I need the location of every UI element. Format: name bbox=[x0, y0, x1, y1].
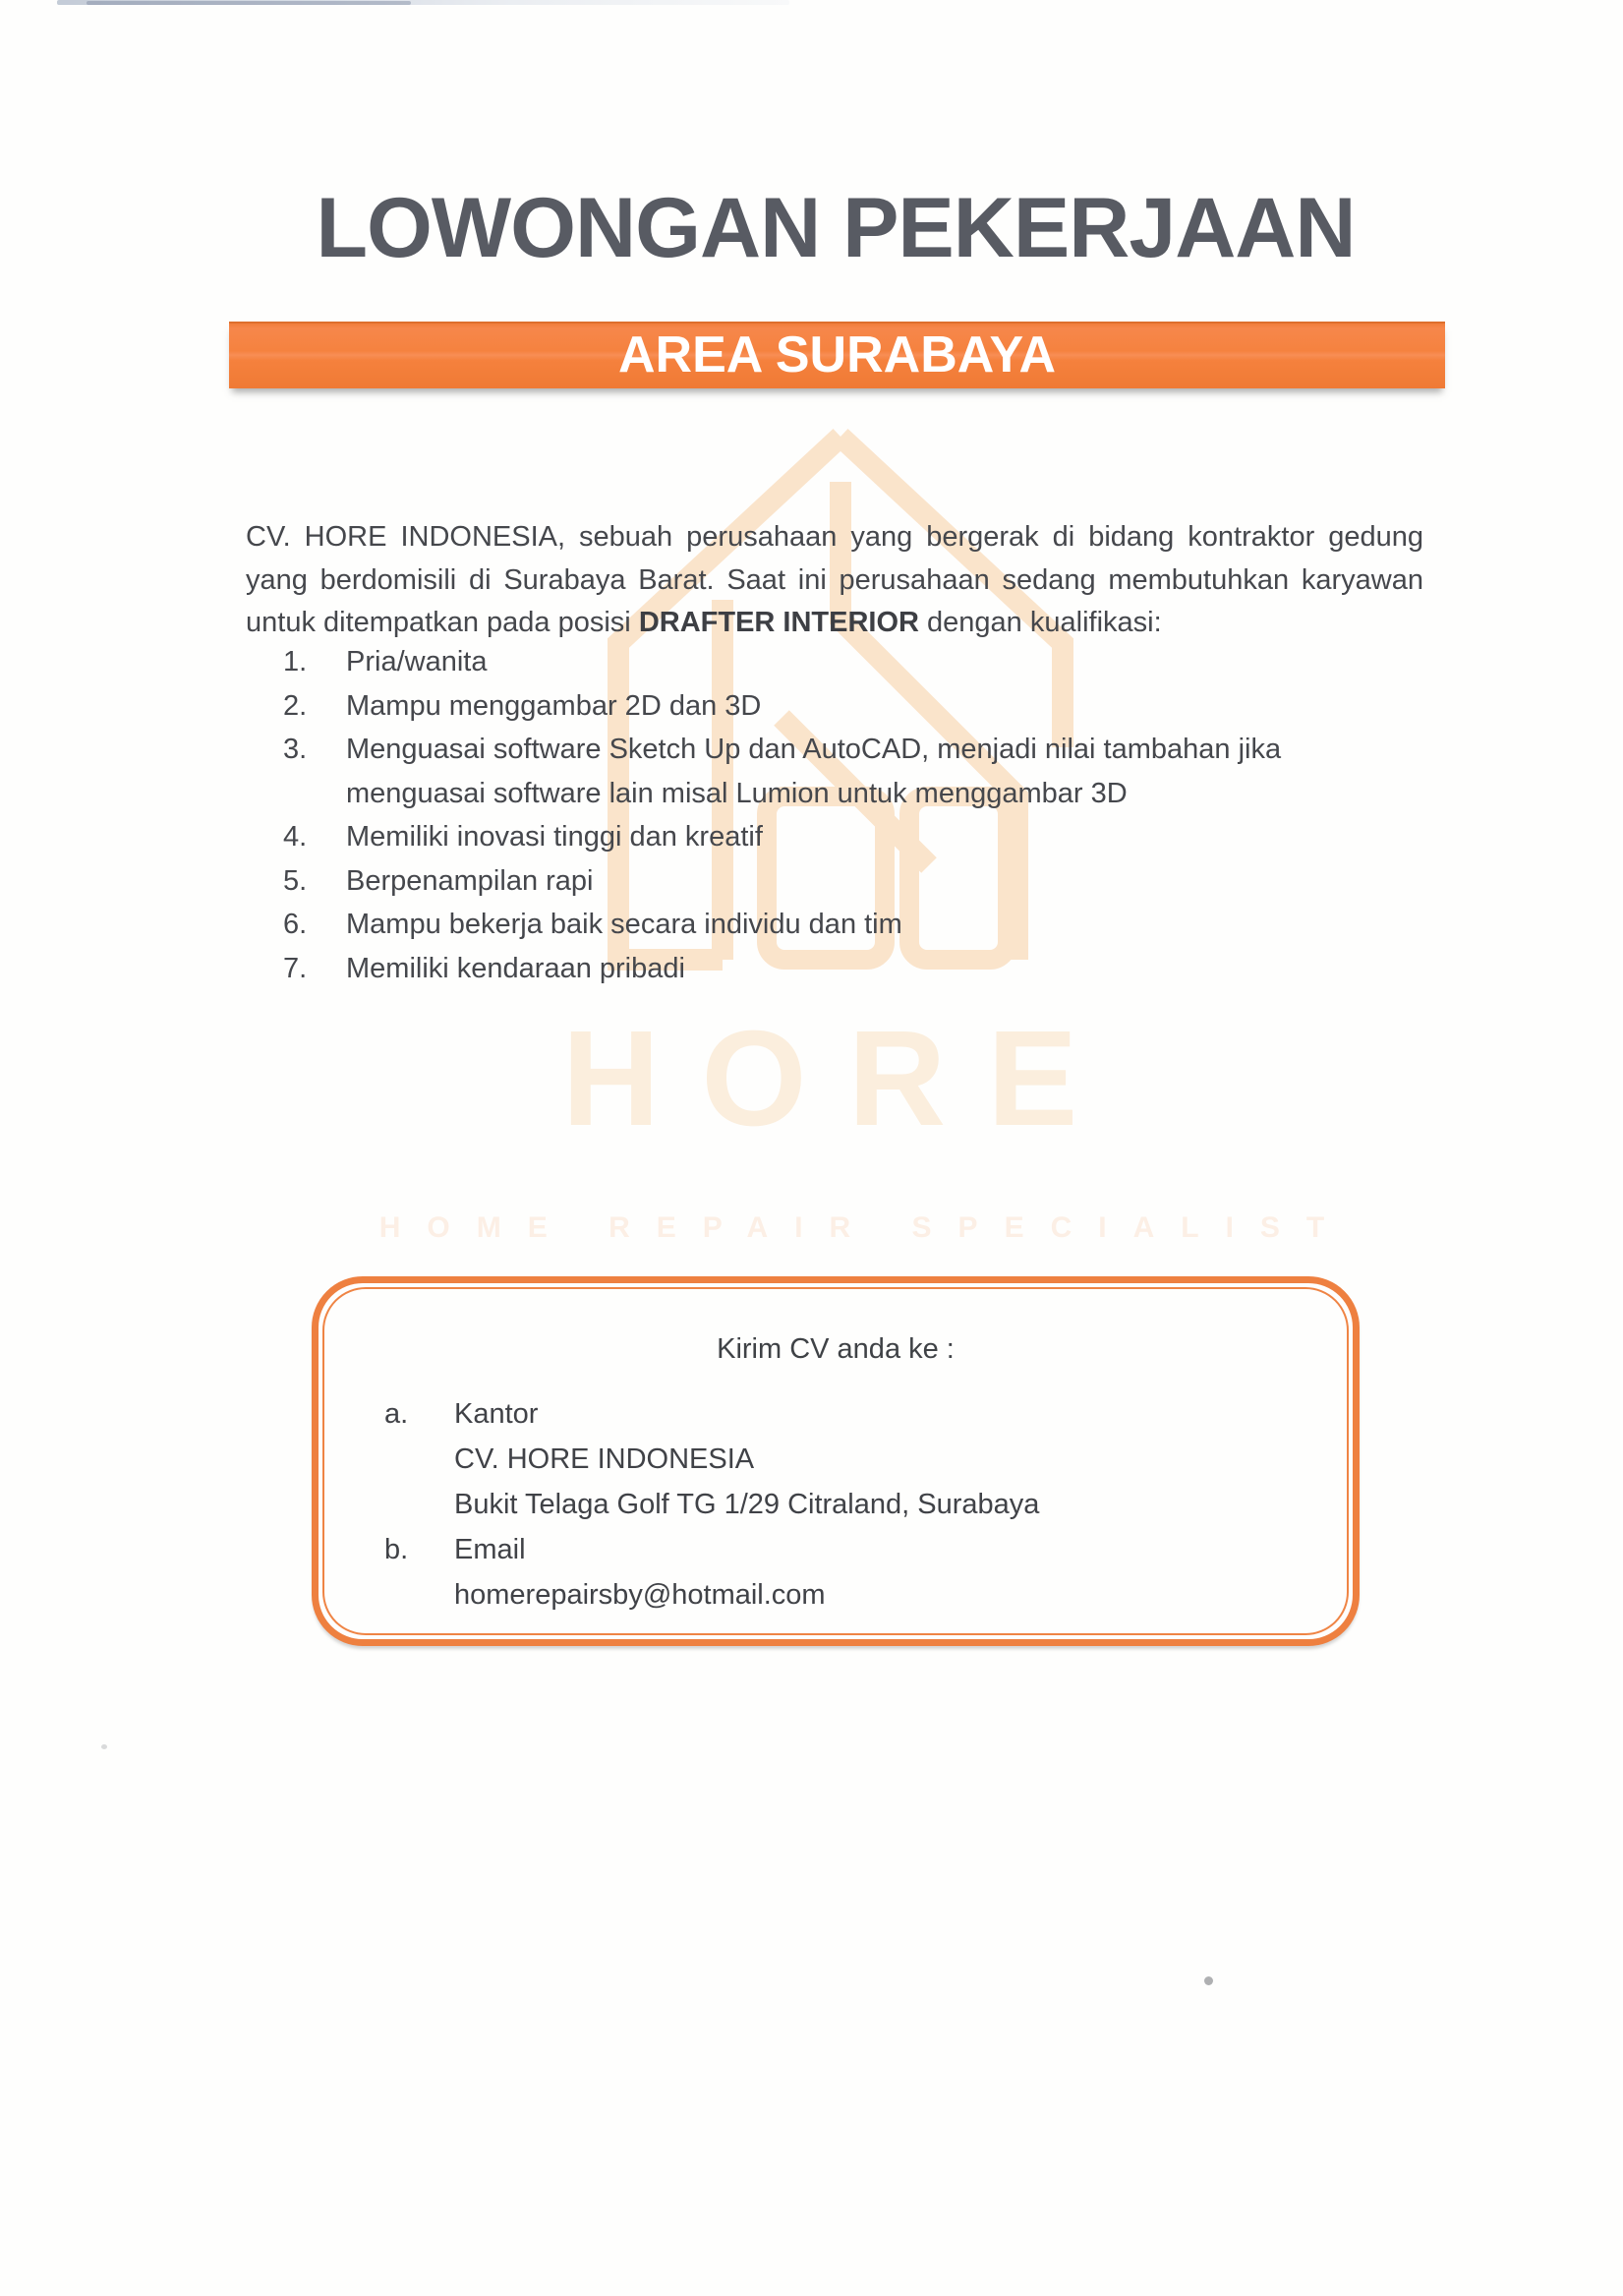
watermark-word: HORE bbox=[561, 1003, 1120, 1154]
list-item-text: Pria/wanita bbox=[346, 646, 488, 677]
intro-tail-text: dengan kualifikasi: bbox=[918, 607, 1162, 638]
list-item-text: Mampu menggambar 2D dan 3D bbox=[346, 689, 762, 722]
contact-item-email bbox=[384, 1527, 1347, 1618]
list-item-number: 4. bbox=[283, 821, 308, 853]
list-item-text: Menguasai software Sketch Up dan AutoCAD, menjadi nilai tambahan jika menguasai software lain misal Lumion untuk menggambar 3D bbox=[346, 734, 1282, 809]
list-item-number: 6. bbox=[283, 909, 308, 940]
list-item-text: Berpenampilan rapi bbox=[346, 864, 594, 897]
contact-company-name: CV. HORE INDONESIA bbox=[454, 1443, 755, 1475]
list-item-text: Memiliki kendaraan pribadi bbox=[346, 952, 685, 984]
contact-box bbox=[312, 1276, 1360, 1646]
list-item bbox=[283, 947, 1425, 991]
list-item bbox=[283, 640, 1425, 684]
list-item bbox=[283, 903, 1425, 947]
contact-item-label: a. bbox=[384, 1398, 409, 1430]
intro-lead-text: CV. HORE INDONESIA, sebuah perusahaan yang bergerak di bidang kontraktor gedung yang berdomisili di Surabaya Barat. Saat ini perusahaan sedang membutuhkan karyawan untuk ditempatkan pada posisi bbox=[246, 521, 1423, 638]
list-item-text: Mampu bekerja baik secara individu dan tim bbox=[346, 909, 902, 940]
list-item bbox=[283, 859, 1425, 904]
position-name-bold: DRAFTER INTERIOR bbox=[638, 607, 919, 638]
watermark-tagline: HOME REPAIR SPECIALIST bbox=[378, 1211, 1352, 1244]
contact-email-address: homerepairsby@hotmail.com bbox=[454, 1579, 826, 1611]
contact-address: Bukit Telaga Golf TG 1/29 Citraland, Surabaya bbox=[454, 1489, 1040, 1520]
contact-item-office bbox=[384, 1391, 1347, 1527]
list-item bbox=[283, 684, 1425, 729]
list-item-number: 3. bbox=[283, 734, 308, 765]
scan-speck bbox=[1204, 1976, 1213, 1985]
page-title: LOWONGAN PEKERJAAN bbox=[316, 181, 1356, 275]
list-item bbox=[283, 728, 1425, 815]
contact-item-title: Kantor bbox=[454, 1398, 539, 1430]
contact-items bbox=[324, 1391, 1347, 1618]
contact-item-body bbox=[454, 1527, 1347, 1618]
list-item-number: 5. bbox=[283, 864, 308, 897]
contact-item-body bbox=[454, 1391, 1347, 1527]
list-item-number: 7. bbox=[283, 952, 308, 984]
qualifications-list bbox=[283, 640, 1425, 990]
contact-item-title: Email bbox=[454, 1534, 526, 1565]
list-item-number: 1. bbox=[283, 646, 308, 677]
list-item bbox=[283, 815, 1425, 859]
list-item-text: Memiliki inovasi tinggi dan kreatif bbox=[346, 821, 763, 853]
area-banner-label: AREA SURABAYA bbox=[618, 326, 1056, 383]
scan-artifact-top-dark-segment bbox=[87, 1, 411, 5]
intro-paragraph bbox=[246, 516, 1423, 645]
contact-box-inner-border bbox=[322, 1287, 1349, 1635]
scan-speck bbox=[101, 1744, 107, 1749]
contact-box-heading: Kirim CV anda ke : bbox=[717, 1333, 955, 1365]
list-item-number: 2. bbox=[283, 689, 308, 722]
contact-item-label: b. bbox=[384, 1534, 409, 1565]
area-banner bbox=[229, 322, 1445, 388]
